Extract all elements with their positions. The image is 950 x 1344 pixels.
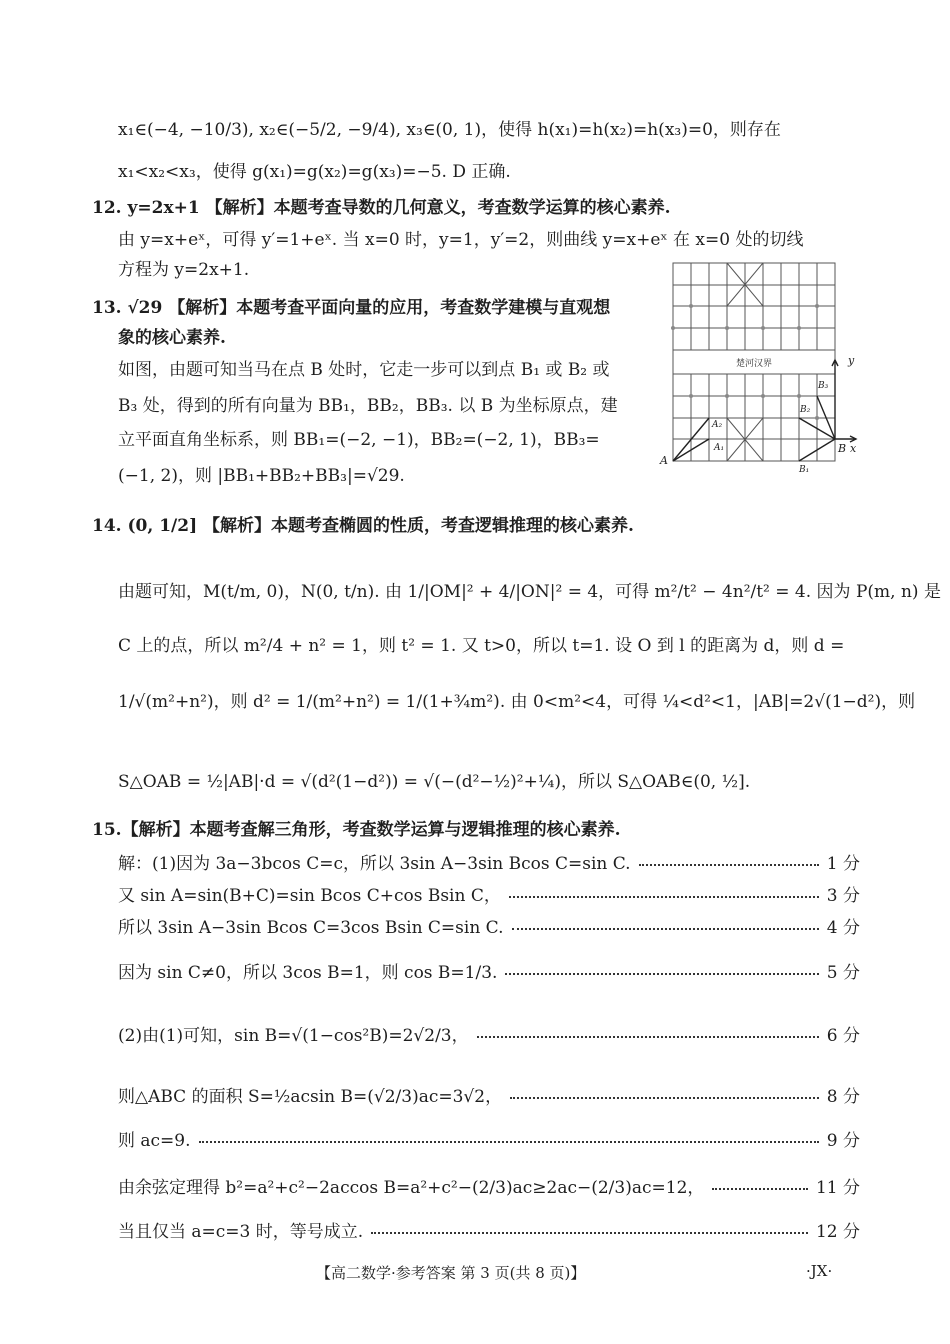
q13-line: (−1, 2)，则 |BB₁+BB₂+BB₃|=√29. <box>118 466 405 486</box>
river-text: 楚河汉界 <box>735 359 773 369</box>
text-line: x₁∈(−4, −10/3), x₂∈(−5/2, −9/4), x₃∈(0, 1)，使得 h(x₁)=h(x₂)=h(x₃)=0，则存在 <box>118 120 781 140</box>
fig-label: B₂ <box>800 405 811 415</box>
q15-heading: 15.【解析】本题考查解三角形，考查数学运算与逻辑推理的核心素养. <box>92 820 621 840</box>
footer-center: 【高二数学·参考答案 第 3 页(共 8 页)】 <box>316 1264 586 1282</box>
q13-heading-cont: 象的核心素养. <box>118 328 226 348</box>
q12-line: 由 y=x+eˣ，可得 y′=1+eˣ. 当 x=0 时，y=1，y′=2，则曲线 y=x+eˣ 在 x=0 处的切线 <box>118 230 804 250</box>
q13-line: 立平面直角坐标系，则 BB₁=(−2, −1)，BB₂=(−2, 1)，BB₃= <box>118 430 600 450</box>
q15-step: 则 ac=9. 9 分 <box>118 1130 860 1151</box>
q14-line: S△OAB = ½|AB|·d = √(d²(1−d²)) = √(−(d²−½)²+¼)，所以 S△OAB∈(0, ½]. <box>118 772 751 792</box>
q15-step: 由余弦定理得 b²=a²+c²−2accos B=a²+c²−(2/3)ac≥2ac−(2/3)ac=12， 11 分 <box>118 1177 860 1198</box>
fig-label: A₂ <box>712 420 723 430</box>
q12-line: 方程为 y=2x+1. <box>118 260 250 280</box>
q13-line: B₃ 处，得到的所有向量为 BB₁，BB₂，BB₃. 以 B 为坐标原点，建 <box>118 396 618 416</box>
q14-line: 由题可知，M(t/m, 0)，N(0, t/n). 由 1/|OM|² + 4/|ON|² = 4，可得 m²/t² − 4n²/t² = 4. 因为 P(m, n) 是 <box>118 582 941 602</box>
text-line: x₁<x₂<x₃，使得 g(x₁)=g(x₂)=g(x₃)=−5. D 正确. <box>118 162 511 182</box>
q14-line: 1/√(m²+n²)，则 d² = 1/(m²+n²) = 1/(1+¾m²). 由 0<m²<4，可得 ¼<d²<1，|AB|=2√(1−d²)，则 <box>118 692 916 712</box>
fig-label: A <box>660 454 668 467</box>
fig-label: B₃ <box>818 381 829 391</box>
q15-step: 所以 3sin A−3sin Bcos C=3cos Bsin C=sin C. 4 分 <box>118 917 860 938</box>
q12-heading: 12. y=2x+1 【解析】本题考查导数的几何意义，考查数学运算的核心素养. <box>92 198 671 218</box>
chessboard-figure <box>660 262 858 475</box>
q13-heading: 13. √29 【解析】本题考查平面向量的应用，考查数学建模与直观想 <box>92 298 611 318</box>
fig-label: A₁ <box>714 443 725 453</box>
q15-step: 又 sin A=sin(B+C)=sin Bcos C+cos Bsin C， 3 分 <box>118 885 860 906</box>
q15-step: 解：(1)因为 3a−3bcos C=c，所以 3sin A−3sin Bcos C=sin C. 1 分 <box>118 853 860 874</box>
fig-label: x <box>850 442 857 455</box>
q15-step: 则△ABC 的面积 S=½acsin B=(√2/3)ac=3√2， 8 分 <box>118 1086 860 1107</box>
q14-heading: 14. (0, 1/2] 【解析】本题考查椭圆的性质，考查逻辑推理的核心素养. <box>92 516 634 536</box>
q15-step: (2)由(1)可知，sin B=√(1−cos²B)=2√2/3， 6 分 <box>118 1025 860 1046</box>
q13-line: 如图，由题可知当马在点 B 处时，它走一步可以到点 B₁ 或 B₂ 或 <box>118 360 610 380</box>
fig-label: B <box>838 442 847 455</box>
q15-step: 因为 sin C≠0，所以 3cos B=1，则 cos B=1/3. 5 分 <box>118 962 860 983</box>
fig-label: y <box>848 354 855 367</box>
footer-code: ·JX· <box>806 1262 833 1280</box>
fig-label: B₁ <box>799 465 810 475</box>
q15-step: 当且仅当 a=c=3 时，等号成立. 12 分 <box>118 1221 860 1242</box>
q14-line: C 上的点，所以 m²/4 + n² = 1，则 t² = 1. 又 t>0，所以 t=1. 设 O 到 l 的距离为 d，则 d = <box>118 636 845 656</box>
